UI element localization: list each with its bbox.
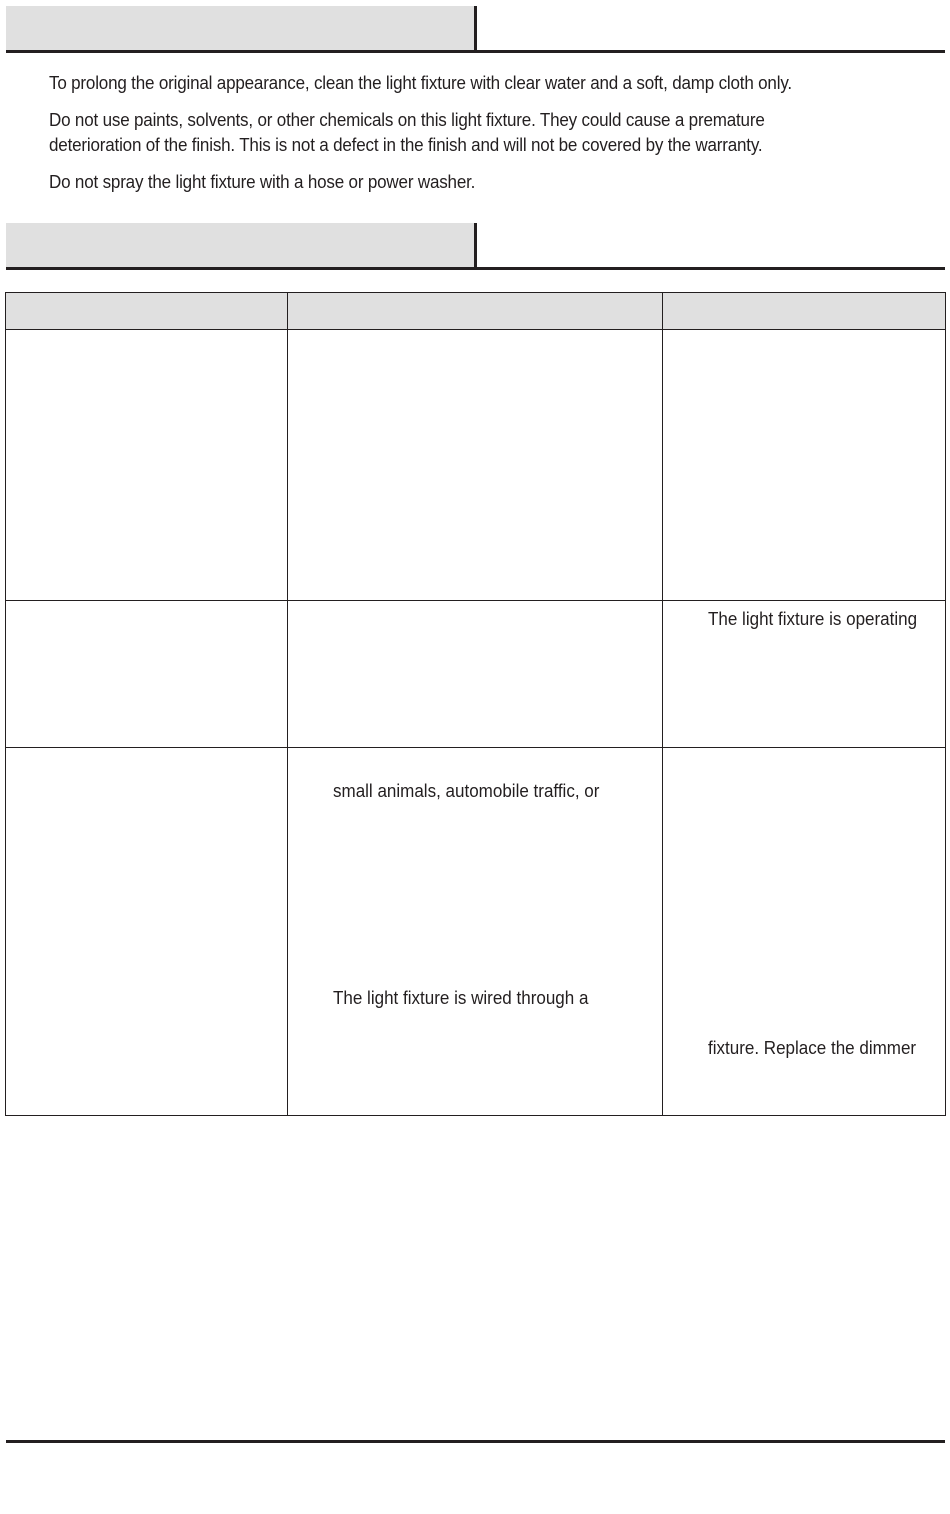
care-section-header	[6, 6, 945, 53]
care-paragraph-1: To prolong the original appearance, clean the light fixture with clear water and a soft, damp cloth only.	[49, 72, 792, 93]
action-cell	[663, 748, 946, 1116]
table-row	[6, 330, 946, 601]
action-text: fixture. Replace the dimmer	[708, 1037, 917, 1058]
table-header-row	[6, 293, 946, 330]
cause-text-line-2: The light fixture is wired through a	[333, 987, 589, 1008]
cause-cell	[288, 601, 663, 748]
problem-cell	[6, 330, 288, 601]
problem-cell	[6, 748, 288, 1116]
action-text: The light fixture is operating	[708, 608, 918, 629]
cause-text-line-1: small animals, automobile traffic, or	[333, 780, 600, 801]
table-row	[6, 748, 946, 1116]
action-cell	[663, 601, 946, 748]
care-paragraph-3: Do not spray the light fixture with a hose or power washer.	[49, 171, 476, 192]
troubleshooting-table	[5, 292, 946, 1116]
action-column-header	[663, 293, 946, 330]
action-cell	[663, 330, 946, 601]
care-section-divider	[474, 6, 477, 50]
cause-cell	[288, 330, 663, 601]
care-paragraph-2-line-1: Do not use paints, solvents, or other chemicals on this light fixture. They could cause a premature	[49, 109, 765, 130]
table-row	[6, 601, 946, 748]
troubleshooting-section-tab	[6, 223, 474, 267]
problem-column-header	[6, 293, 288, 330]
care-section-tab	[6, 6, 474, 50]
troubleshooting-section-header	[6, 223, 945, 270]
footer-rule	[6, 1440, 945, 1443]
troubleshooting-section-divider	[474, 223, 477, 267]
cause-cell	[288, 748, 663, 1116]
problem-cell	[6, 601, 288, 748]
care-paragraph-2-line-2: deterioration of the finish. This is not a defect in the finish and will not be covered by the warranty.	[49, 134, 763, 155]
cause-column-header	[288, 293, 663, 330]
